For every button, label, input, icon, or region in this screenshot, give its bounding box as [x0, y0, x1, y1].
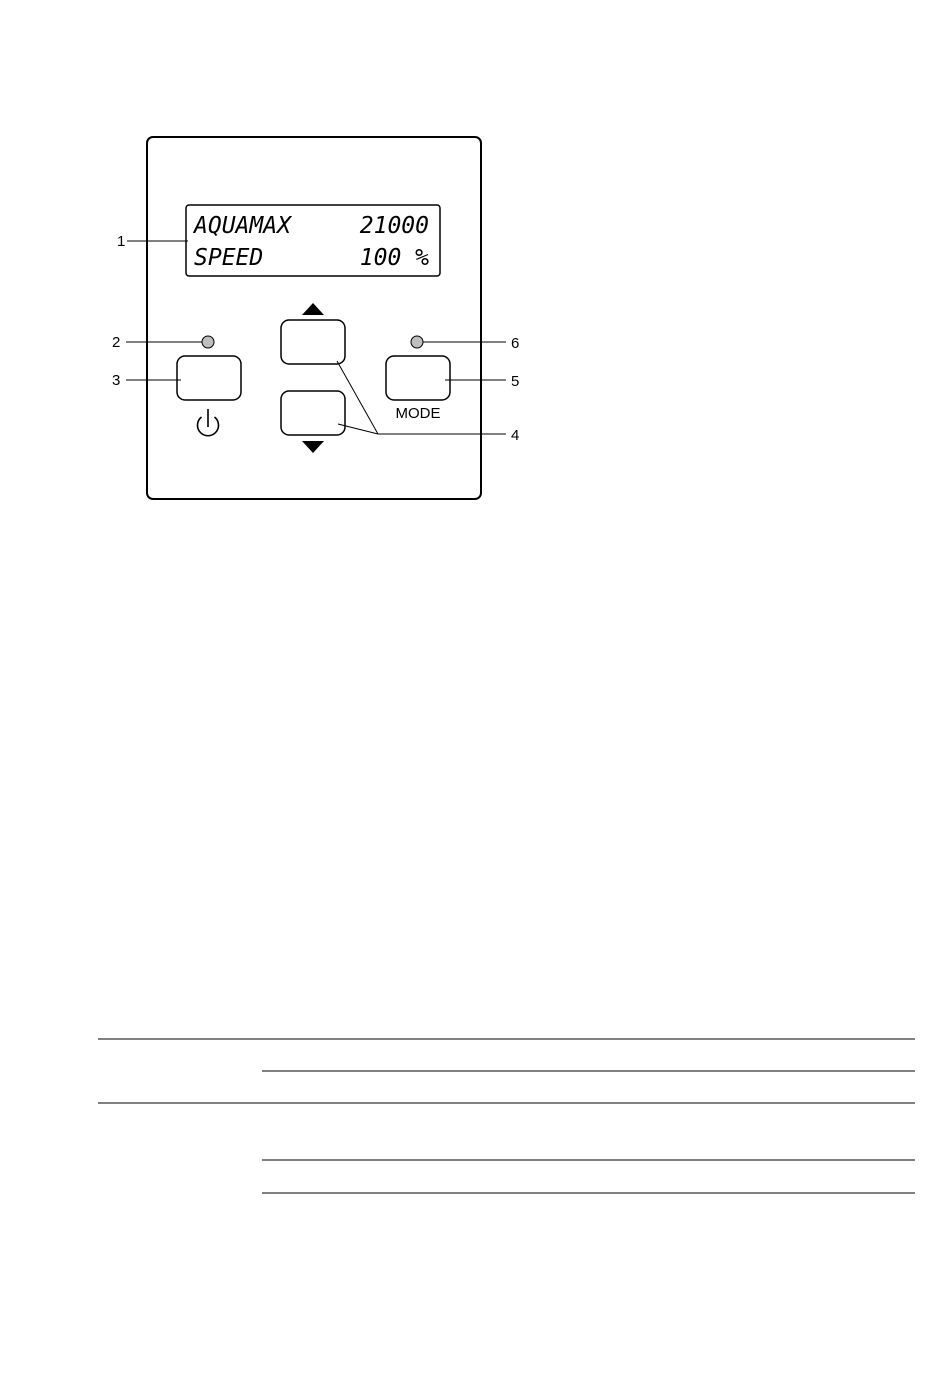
lcd-line1-right: 21000 [359, 213, 429, 239]
up-button[interactable] [281, 320, 345, 364]
lcd-line2-left: SPEED [194, 245, 264, 271]
down-button[interactable] [281, 391, 345, 435]
callout-5: 5 [511, 373, 520, 390]
callout-4: 4 [511, 427, 520, 444]
callout-3: 3 [112, 372, 121, 389]
lcd-line2-right: 100 % [359, 245, 429, 271]
empty-table-rules [98, 1039, 915, 1193]
power-button[interactable] [177, 356, 241, 400]
mode-button[interactable] [386, 356, 450, 400]
mode-label: MODE [395, 405, 441, 422]
mode-led [411, 336, 423, 348]
callout-2: 2 [112, 334, 121, 351]
power-led [202, 336, 214, 348]
callout-1: 1 [117, 233, 126, 250]
callout-6: 6 [511, 335, 520, 352]
lcd-line1-left: AQUAMAX [194, 213, 291, 239]
